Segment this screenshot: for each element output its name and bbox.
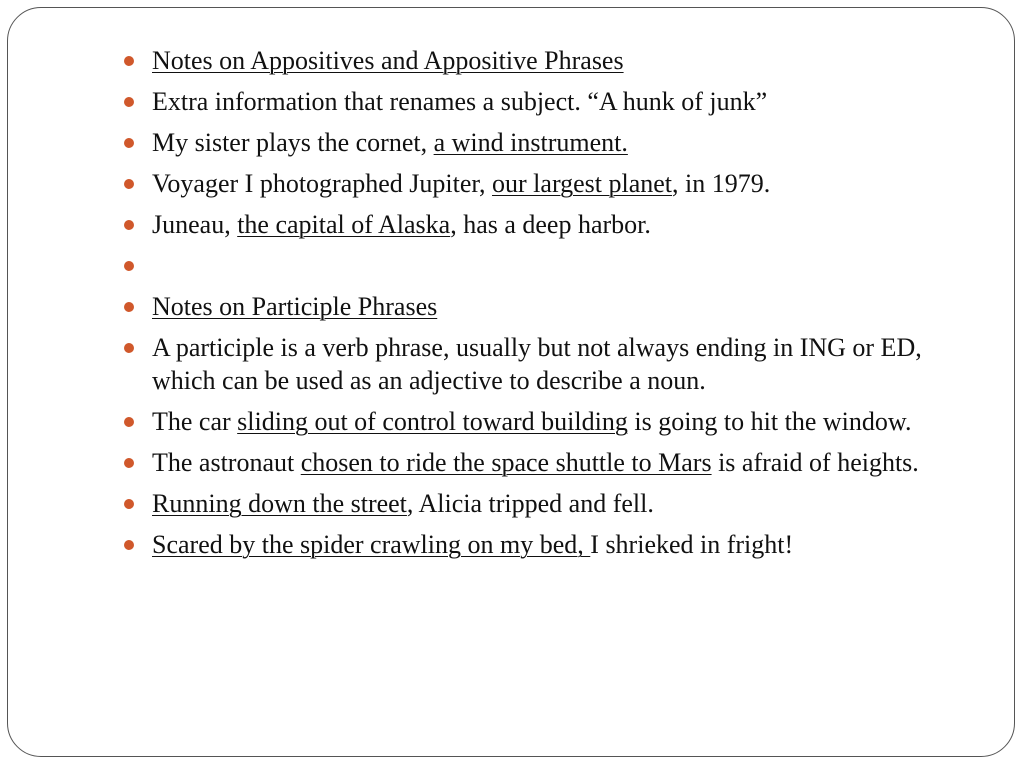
- bullet-dot-icon: [124, 458, 134, 468]
- bullet-dot-icon: [124, 499, 134, 509]
- bullet-text-after: , has a deep harbor.: [450, 210, 651, 239]
- bullet-dot-icon: [124, 138, 134, 148]
- bullet-example-astronaut: [124, 446, 974, 479]
- bullet-dot-icon: [124, 540, 134, 550]
- bullet-example-spider: [124, 528, 974, 561]
- slide-frame: [7, 7, 1015, 757]
- appositive-phrase: a wind instrument.: [433, 128, 628, 157]
- bullet-appositive-definition: [124, 85, 974, 118]
- bullet-example-voyager: [124, 167, 974, 200]
- appositive-phrase: our largest planet: [492, 169, 673, 198]
- participle-phrase: sliding out of control toward building: [237, 407, 628, 436]
- participle-phrase: Running down the street: [152, 489, 407, 518]
- bullet-text-after: , in 1979.: [672, 169, 771, 198]
- bullet-dot-icon: [124, 220, 134, 230]
- bullet-example-juneau: [124, 208, 974, 241]
- bullet-text-after: is afraid of heights.: [711, 448, 919, 477]
- participle-phrase: chosen to ride the space shuttle to Mars: [300, 448, 712, 477]
- bullet-text-after: , Alicia tripped and fell.: [406, 489, 654, 518]
- bullet-list: [124, 44, 974, 569]
- bullet-empty: [124, 249, 974, 282]
- bullet-text: My sister plays the cornet,: [152, 128, 434, 157]
- bullet-participles-heading: [124, 290, 974, 323]
- bullet-participle-definition: [124, 331, 974, 397]
- bullet-text: Juneau,: [152, 210, 238, 239]
- bullet-dot-icon: [124, 261, 134, 271]
- heading-text: Notes on Participle Phrases: [152, 292, 438, 321]
- bullet-appositives-heading: [124, 44, 974, 77]
- bullet-text: A participle is a verb phrase, usually but not always ending in ING or ED, which can be used as an adjective to describe a noun.: [152, 333, 922, 395]
- bullet-dot-icon: [124, 56, 134, 66]
- participle-phrase: Scared by the spider crawling on my bed,: [152, 530, 591, 559]
- bullet-dot-icon: [124, 302, 134, 312]
- bullet-example-cornet: [124, 126, 974, 159]
- bullet-dot-icon: [124, 179, 134, 189]
- bullet-dot-icon: [124, 417, 134, 427]
- bullet-example-car: [124, 405, 974, 438]
- bullet-example-alicia: [124, 487, 974, 520]
- bullet-text: The car: [152, 407, 238, 436]
- bullet-text-after: I shrieked in fright!: [590, 530, 794, 559]
- bullet-dot-icon: [124, 97, 134, 107]
- appositive-phrase: the capital of Alaska: [237, 210, 451, 239]
- bullet-text: The astronaut: [152, 448, 301, 477]
- bullet-text: Voyager I photographed Jupiter,: [152, 169, 493, 198]
- bullet-text-after: is going to hit the window.: [627, 407, 912, 436]
- heading-text: Notes on Appositives and Appositive Phrases: [152, 46, 624, 75]
- bullet-text: Extra information that renames a subject. “A hunk of junk”: [152, 87, 768, 116]
- bullet-dot-icon: [124, 343, 134, 353]
